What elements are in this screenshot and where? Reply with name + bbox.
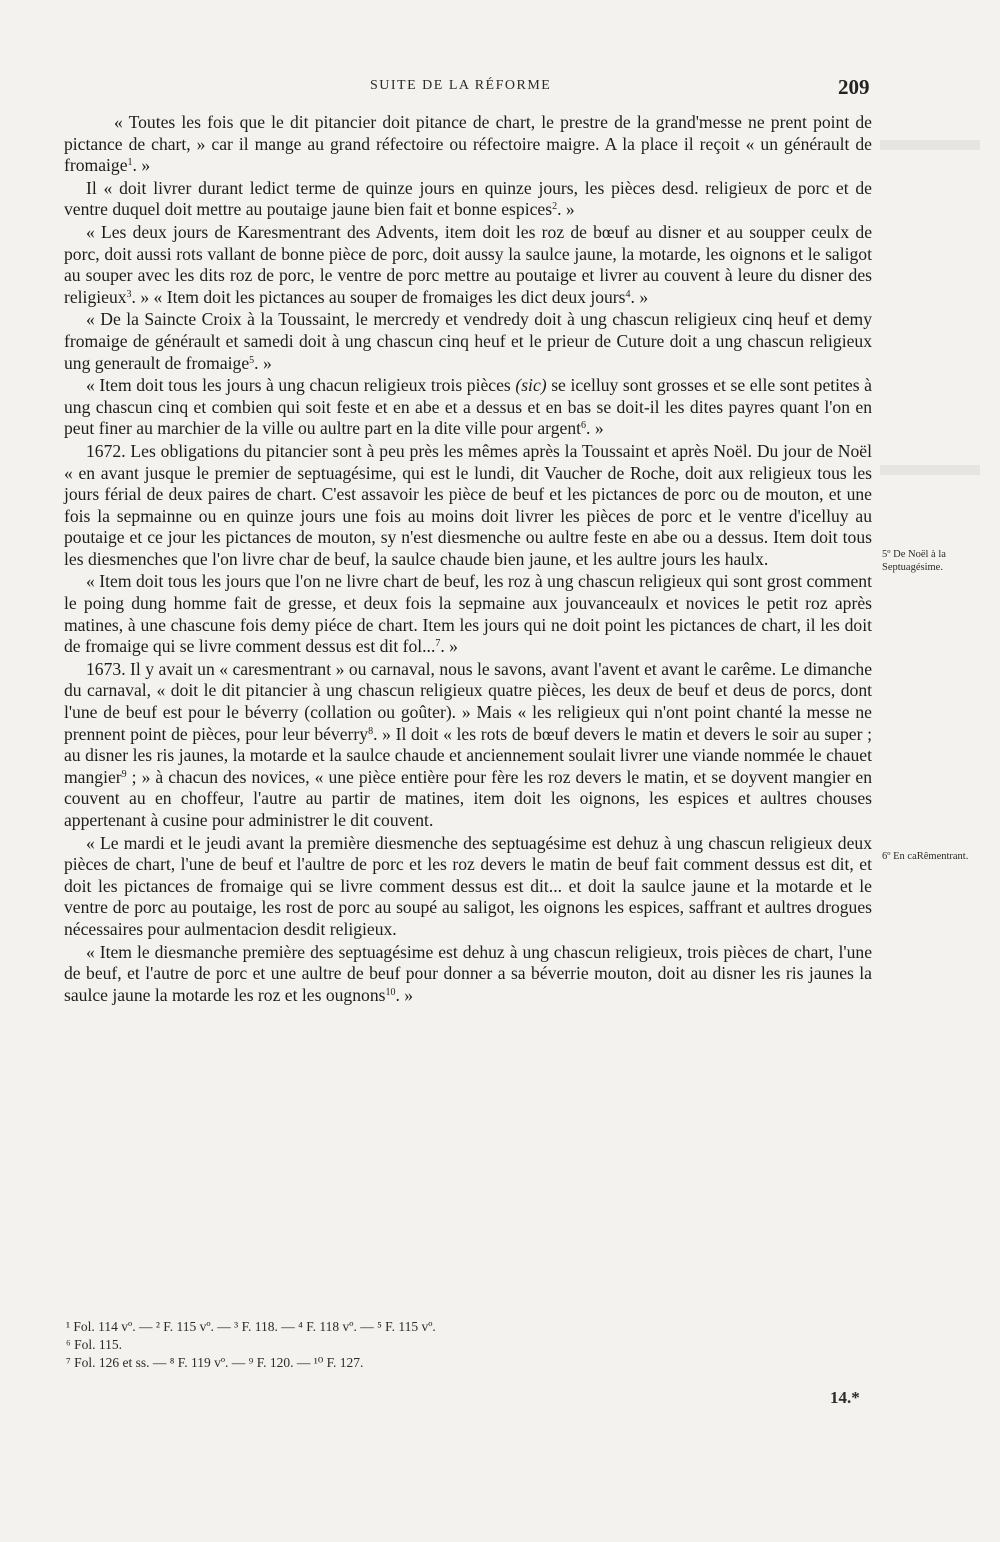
paragraph-text: « Le mardi et le jeudi avant la première diesmenche des septuagésime est dehuz à ung chascun religieux deux pièces de chart, l'une de beuf et l'aultre de porc et les roz devers le matin de beuf fait comment dessus est dit, et doit les pictances de fromaige qui se livre comment dessus est dit... et doit la saulce jaune et la motarde et le ventre de porc au poutaige, les rost de porc au soupé au saligot, les oignons les espices, saffrant et aultres drogues nécessaires pour aulmentacion desdit religieux. — [64, 832, 872, 939]
footnote-ref: 3 — [126, 288, 132, 300]
paragraph-text: . » — [254, 352, 272, 373]
main-text-block — [64, 112, 872, 1007]
signature-mark: 14.* — [830, 1388, 860, 1407]
paragraph-text: « Item doit tous les jours que l'on ne livre chart de beuf, les roz à ung chascun religieux qui sont grost comment le poing dung homme fait de gresse, et deux fois la sepmaine aux jouvanceaulx et novices le petit roz après matines, à une chascune fois demy piéce de chart. Item les jours qui ne doit point les pictances de chart, il les doit de fromaige qui se livre comment dessus est dit fol... — [64, 571, 872, 657]
footnote-line: ¹ Fol. 114 vº. — ² F. 115 vº. — ³ F. 118. — ⁴ F. 118 vº. — ⁵ F. 115 vº. — [66, 1319, 436, 1334]
bleed-through-mark — [880, 465, 980, 475]
paragraph-text: . » — [132, 155, 151, 176]
footnote-ref: 6 — [581, 420, 587, 432]
paragraph-text: . » — [586, 418, 604, 439]
footnote-ref: 9 — [121, 768, 127, 780]
paragraph-text: 1672. Les obligations du pitancier sont à peu près les mêmes après la Toussaint et après Noël. Du jour de Noël « en avant jusque le premier de septuagésime, qui est le lundi, dit Vaucher de Roche, doit aux religieux tous les jours férial de deux paires de chart. C'est assavoir les pièce de beuf et les pictances de porc ou de mouton, et une fois la sepmainne ou en quinze jours une fois au moins doit livrer les pièces de porc et le ventre d'icelluy au poutaige et ce jour les pictances de mouton, sy n'est diesmenche ou aultre feste en abe ou a dessus. Item doit tous les diesmenches que l'on livre char de beuf, la saulce chaude bien jaune, et les aultre jours les haulx. — [64, 440, 872, 569]
paragraph-text: . » « Item doit les pictances au souper de fromaiges les dict deux jours — [131, 286, 626, 307]
paragraph-text: . » — [630, 286, 649, 307]
footnote-line: ⁷ Fol. 126 et ss. — ⁸ F. 119 vº. — ⁹ F. 120. — ¹⁰ F. 127. — [66, 1355, 364, 1370]
footnote-line: ⁶ Fol. 115. — [66, 1337, 122, 1352]
paragraph-text: . » — [557, 199, 575, 220]
paragraph-text: « De la Saincte Croix à la Toussaint, le mercredy et vendredy doit à ung chascun religieux cinq heuf et demy fromaige de générault et samedi doit à ung chascun cinq heuf et le prieur de Cuture doit a ung chascun religieux ung generault de fromaige — [64, 309, 872, 373]
paragraph-text: ; » à chacun des novices, « une pièce entière pour fère les roz devers le matin, et se doyvent mangier en couvent au en choffeur, l'autre au partir de matines, item doit les oignons, les espices et aultres chouses appertenant à cusine pour administrer le dit couvent. — [64, 766, 872, 830]
paragraph-text: « Item le diesmanche première des septuagésime est dehuz à ung chascun religieux, trois pièces de chart, l'une de beuf, et l'autre de porc et une aultre de beuf pour donner a sa béverrie mouton, doit au disner les ris jaunes la saulce jaune la motarde les roz et les ougnons — [64, 941, 872, 1005]
bleed-through-mark — [880, 140, 980, 150]
paragraph — [64, 659, 872, 832]
paragraph-text: se icelluy sont grosses et se elle sont petites à ung chascun cinq et combien qui soit feste et en abe et a dessus et en bas se doit-il les dites payres quant l'on en peut finer au marchier de la ville ou aultre part en la dite ville pour argent — [64, 375, 872, 439]
paragraph — [64, 833, 872, 941]
paragraph-text: 1673. Il y avait un « caresmentrant » ou carnaval, nous le savons, avant l'avent et avant le carême. Le dimanche du carnaval, « doit le dit pitancier à ung chascun religieux quatre pièces, les deux de beuf et deus de porcs, dont l'une de beuf est pour le béverry (collation ou goûter). » Mais « les religieux qui n'ont point chanté la messe ne prennent point de pièces, pour leur béverry — [64, 658, 872, 744]
footnote-ref: 2 — [552, 201, 558, 213]
running-title: SUITE DE LA RÉFORME — [370, 78, 552, 93]
paragraph — [64, 571, 872, 657]
footnotes — [66, 1318, 666, 1372]
paragraph-text: « Toutes les fois que le dit pitancier doit pitance de chart, le prestre de la grand'messe ne prent point de pictance de chart, » car il mange au grand réfectoire ou réfectoire maigre. A la place il reçoit « un générault de fromaige — [64, 112, 872, 176]
italic-text: (sic) — [515, 375, 547, 396]
paragraph — [64, 441, 872, 571]
footnote-ref: 10 — [385, 986, 396, 998]
footnote-ref: 1 — [127, 157, 133, 169]
footnote-ref: 7 — [435, 638, 441, 650]
margin-note-noel: 5º De Noël à la Septuagésime. — [882, 549, 946, 573]
paragraph-text: « Les deux jours de Karesmentrant des Advents, item doit les roz de bœuf au disner et au soupper ceulx de porc, doit aussi rots vallant de bonne pièce de porc, doit aussy la saulce jaune, la motarde, les oignons et le saligot au souper avec les dits roz de porc, le ventre de porc mettre au poutaige et livrer au couvent à leure du disner des religieux — [64, 221, 872, 307]
paragraph — [64, 375, 872, 440]
paragraph-text: « Item doit tous les jours à ung chacun religieux trois pièces — [86, 375, 516, 396]
footnote-ref: 5 — [249, 354, 255, 366]
paragraph — [64, 222, 872, 308]
paragraph — [64, 112, 872, 177]
paragraph-text: . » Il doit « les rots de bœuf devers le matin et devers le soir au super ; au disner les ris jaunes, la motarde et la saulce chaude et anciennement soulait livrer une viande nommée le chauet mangier — [64, 723, 872, 787]
paragraph — [64, 178, 872, 221]
paragraph — [64, 309, 872, 374]
paragraph-text: . » — [440, 636, 458, 657]
margin-note-caresmentrant: 6º En caRêmentrant. — [882, 851, 969, 862]
paragraph-text: . » — [395, 984, 414, 1005]
paragraph-text: Il « doit livrer durant ledict terme de quinze jours en quinze jours, les pièces desd. religieux de porc et de ventre duquel doit mettre au poutaige jaune bien fait et bonne espices — [64, 177, 872, 220]
paragraph — [64, 942, 872, 1007]
page-number: 209 — [838, 75, 870, 99]
footnote-ref: 8 — [368, 725, 374, 737]
footnote-ref: 4 — [625, 288, 631, 300]
